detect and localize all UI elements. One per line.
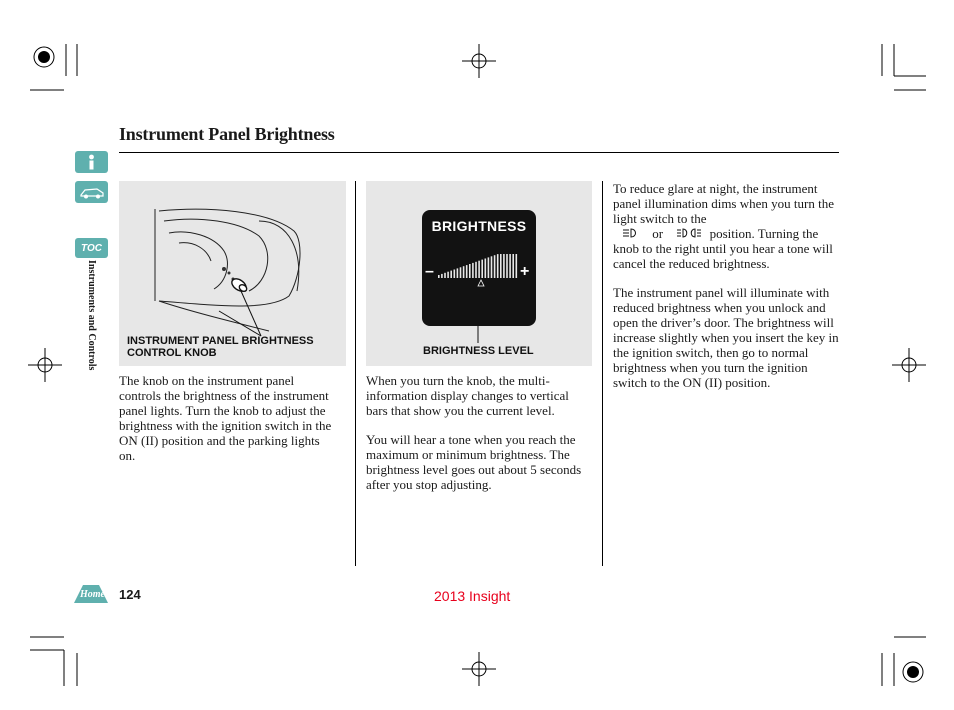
display-paragraph: When you turn the knob, the multi-information display changes to vertical bars that show you the current level. — [366, 373, 569, 418]
display-heading: BRIGHTNESS — [431, 218, 527, 234]
leader-line — [366, 181, 592, 366]
section-label: Instruments and Controls — [86, 260, 97, 371]
unlock-paragraph: The instrument panel will illuminate with reduced brightness when you unlock and open the driver’s door. The brightness will increase slightly when you insert the key in the ignition switch, then go to normal brightness when you turn the ignition switch to the ON (II) position. — [613, 285, 839, 390]
headlight-icon — [676, 228, 702, 239]
column-3 — [613, 181, 839, 404]
knob-label: INSTRUMENT PANEL BRIGHTNESS CONTROL KNOB — [127, 335, 314, 359]
footer-title: 2013 Insight — [434, 588, 511, 604]
column-divider-2 — [602, 181, 603, 566]
title-divider — [119, 152, 839, 153]
column-2 — [366, 373, 592, 506]
car-icon — [75, 181, 108, 203]
tone-paragraph: You will hear a tone when you reach the maximum or minimum brightness. The brightness level goes out about 5 seconds after you stop adjusting. — [366, 432, 582, 492]
knob-paragraph: The knob on the instrument panel controls the brightness of the instrument panel lights. Turn the knob to adjust the brightness with the ignition switch in the ON (II) position and the parking lights on. — [119, 373, 332, 463]
toc-button[interactable] — [75, 238, 108, 258]
home-label: Home — [80, 589, 105, 600]
plus-sign: + — [520, 263, 530, 280]
glare-text-b: position. Turning the knob to the right until you hear a tone will cancel the reduced brightness. — [613, 226, 833, 271]
vehicle-index-button[interactable] — [75, 181, 108, 203]
display-label: BRIGHTNESS LEVEL — [423, 345, 534, 357]
column-1 — [119, 373, 334, 477]
info-button[interactable] — [75, 151, 108, 173]
toc-label: TOC — [81, 242, 102, 254]
page-number: 124 — [119, 587, 141, 602]
glare-text-a: To reduce glare at night, the instrument panel illumination dims when you turn the light switch to the — [613, 181, 834, 226]
parking-light-icon — [621, 228, 643, 239]
column-divider-1 — [355, 181, 356, 566]
minus-sign: – — [425, 263, 434, 280]
page-title: Instrument Panel Brightness — [119, 124, 335, 144]
brightness-figure — [366, 181, 592, 366]
glare-paragraph — [613, 181, 839, 271]
glare-text-or: or — [652, 226, 664, 241]
info-icon — [75, 151, 108, 173]
home-button[interactable] — [73, 582, 109, 604]
knob-figure — [119, 181, 346, 366]
